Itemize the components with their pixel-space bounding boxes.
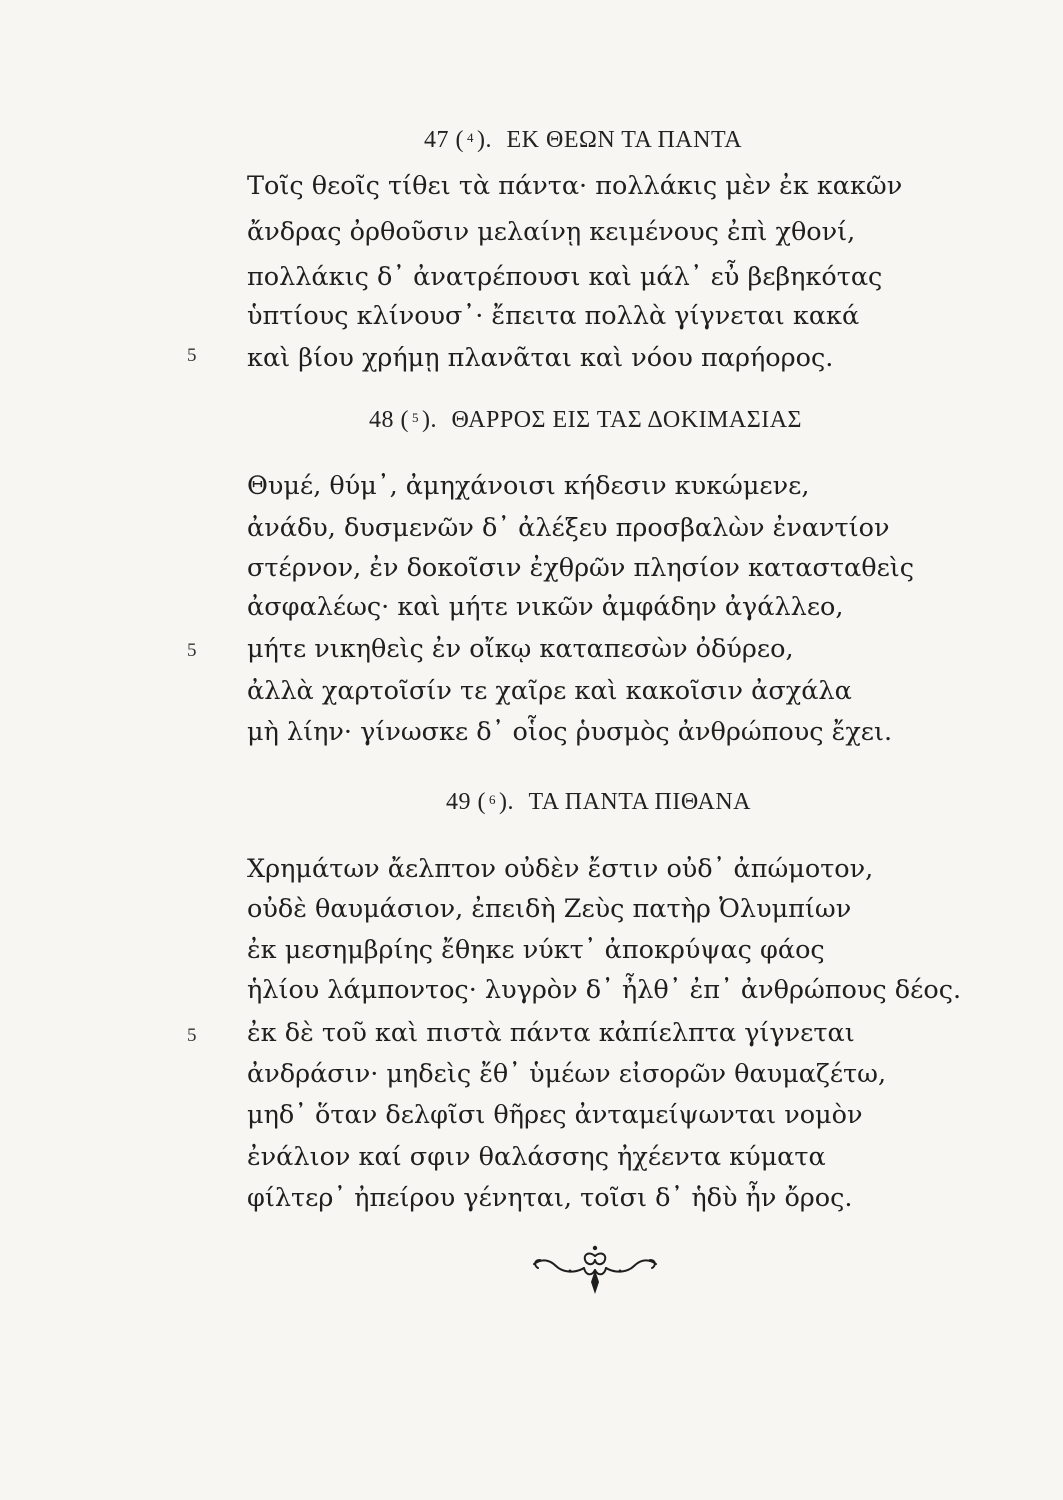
poem-title: ΘΑΡΡΟΣ ΕΙΣ ΤΑΣ ΔΟΚΙΜΑΣΙΑΣ [451, 407, 803, 433]
poem-title: ΤΑ ΠΑΝΤΑ ΠΙΘΑΝΑ [528, 789, 751, 815]
line-number: 5 [187, 640, 197, 661]
poem-title: ΕΚ ΘΕΩΝ ΤΑ ΠΑΝΤΑ [506, 127, 743, 153]
line-number: 5 [187, 345, 197, 366]
verse-line: οὐδὲ θαυμάσιον, ἐπειδὴ Ζεὺς πατὴρ Ὀλυμπίων [247, 894, 852, 924]
poem-number: 47 [424, 127, 449, 153]
verse-line: ἐκ μεσημβρίης ἔθηκε νύκτ᾽ ἀποκρύψας φάος [247, 935, 825, 965]
verse-line: μὴ λίην· γίνωσκε δ᾽ οἷος ῥυσμὸς ἀνθρώπους ἔχει. [247, 717, 893, 747]
verse-line: Θυμέ, θύμ᾽, ἀμηχάνοισι κήδεσιν κυκώμενε, [247, 471, 810, 501]
verse-line: ἀσφαλέως· καὶ μήτε νικῶν ἀμφάδην ἀγάλλεο, [247, 592, 844, 622]
verse-line: ὑπτίους κλίνουσ᾽· ἔπειτα πολλὰ γίγνεται κακά [247, 301, 860, 331]
verse-line: μηδ᾽ ὅταν δελφῖσι θῆρες ἀνταμείψωνται νομὸν [247, 1100, 863, 1130]
verse-line: Τοῖς θεοῖς τίθει τὰ πάντα· πολλάκις μὲν ἐκ κακῶν [247, 171, 903, 201]
verse-line: ἀνάδυ, δυσμενῶν δ᾽ ἀλέξευ προσβαλὼν ἐναντίον [247, 513, 890, 543]
verse-line: στέρνον, ἐν δοκοῖσιν ἐχθρῶν πλησίον κατασταθεὶς [247, 553, 915, 583]
verse-line: ἀνδράσιν· μηδεὶς ἔθ᾽ ὑμέων εἰσορῶν θαυμαζέτω, [247, 1059, 887, 1089]
poem-number: 49 [446, 789, 471, 815]
source-number: 6 [489, 792, 496, 807]
verse-line: ἀλλὰ χαρτοῖσίν τε χαῖρε καὶ κακοῖσιν ἀσχάλα [247, 676, 852, 706]
fleuron-ornament-icon [530, 1238, 660, 1298]
source-number: 5 [412, 410, 419, 425]
source-number: 4 [467, 130, 474, 145]
line-number: 5 [187, 1025, 197, 1046]
verse-line: μήτε νικηθεὶς ἐν οἴκῳ καταπεσὼν ὀδύρεο, [247, 634, 794, 664]
verse-line: Χρημάτων ἄελπτον οὐδὲν ἔστιν οὐδ᾽ ἀπώμοτον, [247, 854, 874, 884]
poem-heading: 48 ( $^5$ ). ΘΑΡΡΟΣ ΕΙΣ ΤΑΣ ΔΟΚΙΜΑΣΙΑΣ [369, 407, 803, 433]
verse-line: ἡλίου λάμποντος· λυγρὸν δ᾽ ἦλθ᾽ ἐπ᾽ ἀνθρώπους δέος. [247, 975, 962, 1005]
verse-line: ἐνάλιον καί σφιν θαλάσσης ἠχέεντα κύματα [247, 1142, 826, 1172]
poem-heading: 47 ( $^4$ ). ΕΚ ΘΕΩΝ ΤΑ ΠΑΝΤΑ [424, 127, 743, 153]
verse-line: ἄνδρας ὀρθοῦσιν μελαίνῃ κειμένους ἐπὶ χθονί, [247, 217, 856, 247]
poem-number: 48 [369, 407, 394, 433]
poem-heading: 49 ( $^6$ ). ΤΑ ΠΑΝΤΑ ΠΙΘΑΝΑ [446, 789, 751, 815]
verse-line: ἐκ δὲ τοῦ καὶ πιστὰ πάντα κἀπίελπτα γίγνεται [247, 1018, 855, 1048]
verse-line: φίλτερ᾽ ἠπείρου γένηται, τοῖσι δ᾽ ἡδὺ ἦν ὄρος. [247, 1183, 853, 1213]
verse-line: πολλάκις δ᾽ ἀνατρέπουσι καὶ μάλ᾽ εὖ βεβηκότας [247, 262, 883, 292]
verse-line: καὶ βίου χρήμῃ πλανᾶται καὶ νόου παρήορος. [247, 343, 834, 373]
